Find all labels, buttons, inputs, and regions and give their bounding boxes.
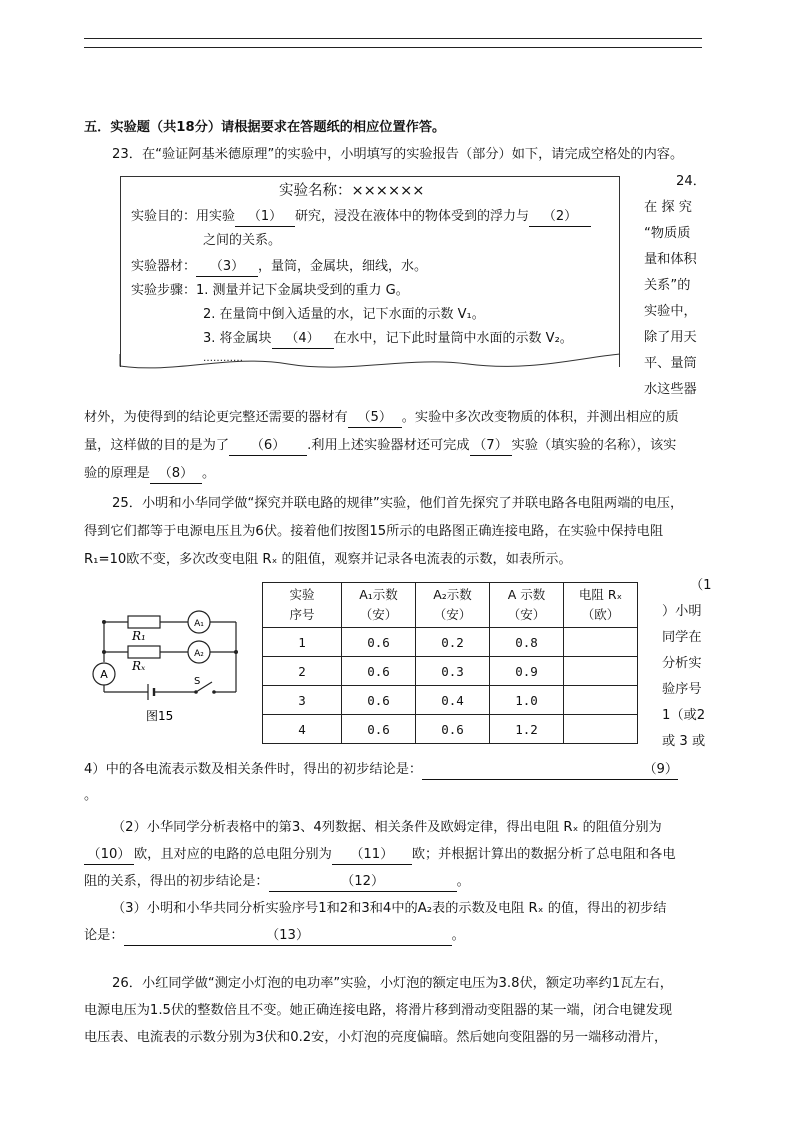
cell[interactable] <box>564 628 638 657</box>
header-a: A 示数 （安） <box>490 583 564 628</box>
table-row <box>263 715 638 744</box>
blank-4[interactable]: （4） <box>272 330 334 349</box>
q25-line3: R₁=10欧不变，多次改变电阻 Rₓ 的阻值，观察并记录各电流表的示数，如表所示。 <box>84 552 572 567</box>
cell: 0.4 <box>416 686 490 715</box>
report-title: 实验名称：×××××× <box>279 183 425 199</box>
report-torn-edge <box>118 352 622 374</box>
cell: 0.6 <box>342 686 416 715</box>
q25-p1-line: 4）中的各电流表示数及相关条件时，得出的初步结论是： （9） <box>84 760 678 780</box>
header-trial: 实验 序号 <box>263 583 342 628</box>
cell: 1.0 <box>490 686 564 715</box>
blank-3[interactable]: （3） <box>196 258 258 277</box>
table-row <box>263 628 638 657</box>
cell: 0.2 <box>416 628 490 657</box>
table-header-row <box>263 583 638 628</box>
blank-12[interactable]: （12） <box>269 873 457 892</box>
header-a2: A₂示数 （安） <box>416 583 490 628</box>
q26-line3: 电压表、电流表的示数分别为3伏和0.2安，小灯泡的亮度偏暗。然后她向变阻器的另一端移动滑片， <box>84 1030 668 1045</box>
cell: 2 <box>263 657 342 686</box>
q26-line1: 26．小红同学做“测定小灯泡的电功率”实验，小灯泡的额定电压为3.8伏，额定功率约1瓦左右， <box>112 976 673 991</box>
q24-line3: 验的原理是 （8） 。 <box>84 464 215 484</box>
cell: 4 <box>263 715 342 744</box>
blank-8[interactable]: （8） <box>150 465 202 484</box>
table-row <box>263 686 638 715</box>
blank-13[interactable]: （13） <box>124 927 452 946</box>
label-r1: R₁ <box>132 629 146 643</box>
cell: 3 <box>263 686 342 715</box>
q25-line1: 25．小明和小华同学做“探究并联电路的规律”实验，他们首先探究了并联电路各电阻两端的电压， <box>112 496 684 511</box>
q25-p1-end: 。 <box>84 788 98 803</box>
label-a2: A₂ <box>194 649 204 659</box>
q25-data-table <box>262 582 638 744</box>
resistor-rx <box>128 646 160 658</box>
q25-p3-line1: （3）小明和小华共同分析实验序号1和2和3和4中的A₂表的示数及电阻 Rₓ 的值，得出的初步结 <box>112 901 667 916</box>
blank-9[interactable]: （9） <box>422 761 678 780</box>
blank-2[interactable]: （2） <box>529 208 591 227</box>
cell: 1.2 <box>490 715 564 744</box>
q25-line2: 得到它们都等于电源电压且为6伏。接着他们按图15所示的电路图正确连接电路，在实验中保持电阻 <box>84 524 664 539</box>
cell: 0.8 <box>490 628 564 657</box>
cell: 0.6 <box>342 628 416 657</box>
cell[interactable] <box>564 657 638 686</box>
blank-5[interactable]: （5） <box>348 409 402 428</box>
resistor-r1 <box>128 616 160 628</box>
cell: 0.6 <box>342 657 416 686</box>
q25-p2-line2: （10） 欧，且对应的电路的总电阻分别为 （11） 欧；并根据计算出的数据分析了总电阻和各电 <box>84 845 676 865</box>
circuit-diagram-fig15 <box>86 596 256 728</box>
report-step1: 实验步骤：1. 测量并记下金属块受到的重力 G。 <box>131 283 409 298</box>
report-step2: 2. 在量筒中倒入适量的水，记下水面的示数 V₁。 <box>203 307 485 322</box>
blank-11[interactable]: （11） <box>332 846 412 865</box>
cell: 0.9 <box>490 657 564 686</box>
report-ellipsis: ………… <box>203 353 243 364</box>
report-equipment: 实验器材： （3） ，量筒，金属块，细线，水。 <box>131 257 427 277</box>
cell[interactable] <box>564 686 638 715</box>
cell: 0.3 <box>416 657 490 686</box>
blank-10[interactable]: （10） <box>84 846 134 865</box>
report-purpose-line1: 实验目的：用实验 （1） 研究，浸没在液体中的物体受到的浮力与 （2） <box>131 207 591 227</box>
report-purpose-line2: 之间的关系。 <box>203 233 282 248</box>
table-row <box>263 657 638 686</box>
section-title: 五．实验题（共18分）请根据要求在答题纸的相应位置作答。 <box>84 120 446 135</box>
blank-1[interactable]: （1） <box>235 208 295 227</box>
q23-intro: 23．在“验证阿基米德原理”的实验中，小明填写的实验报告（部分）如下，请完成空格处的内容。 <box>112 147 684 162</box>
experiment-report-box <box>120 176 620 367</box>
cell: 1 <box>263 628 342 657</box>
q25-p2-line1: （2）小华同学分析表格中的第3、4列数据、相关条件及欧姆定律，得出电阻 Rₓ 的阻值分别为 <box>112 820 662 835</box>
cell: 0.6 <box>342 715 416 744</box>
report-step3: 3. 将金属块 （4） 在水中，记下此时量筒中水面的示数 V₂。 <box>203 329 573 349</box>
q25-p2-line3: 阻的关系，得出的初步结论是： （12） 。 <box>84 872 470 892</box>
q25-p3-line2: 论是： （13） 。 <box>84 926 465 946</box>
figure-caption: 图15 <box>146 709 174 723</box>
header-rule-top <box>84 38 702 39</box>
cell[interactable] <box>564 715 638 744</box>
header-a1: A₁示数 （安） <box>342 583 416 628</box>
q24-line1: 材外，为使得到的结论更完整还需要的器材有 （5） 。实验中多次改变物质的体积，并测出相应的质 <box>84 408 679 428</box>
header-rx: 电阻 Rₓ （欧） <box>564 583 638 628</box>
q26-line2: 电源电压为1.5伏的整数倍且不变。她正确连接电路，将滑片移到滑动变阻器的某一端，闭合电键发现 <box>84 1003 673 1018</box>
blank-6[interactable]: （6） <box>229 437 307 456</box>
label-a: A <box>100 668 108 681</box>
label-switch: S <box>194 676 201 687</box>
label-rx: Rₓ <box>132 659 146 673</box>
cell: 0.6 <box>416 715 490 744</box>
blank-7[interactable]: （7） <box>470 437 512 456</box>
header-rule-bottom <box>84 47 702 48</box>
label-a1: A₁ <box>194 619 204 629</box>
q24-line2: 量，这样做的目的是为了 （6） .利用上述实验器材还可完成 （7） 实验（填实验的名称），该实 <box>84 436 676 456</box>
